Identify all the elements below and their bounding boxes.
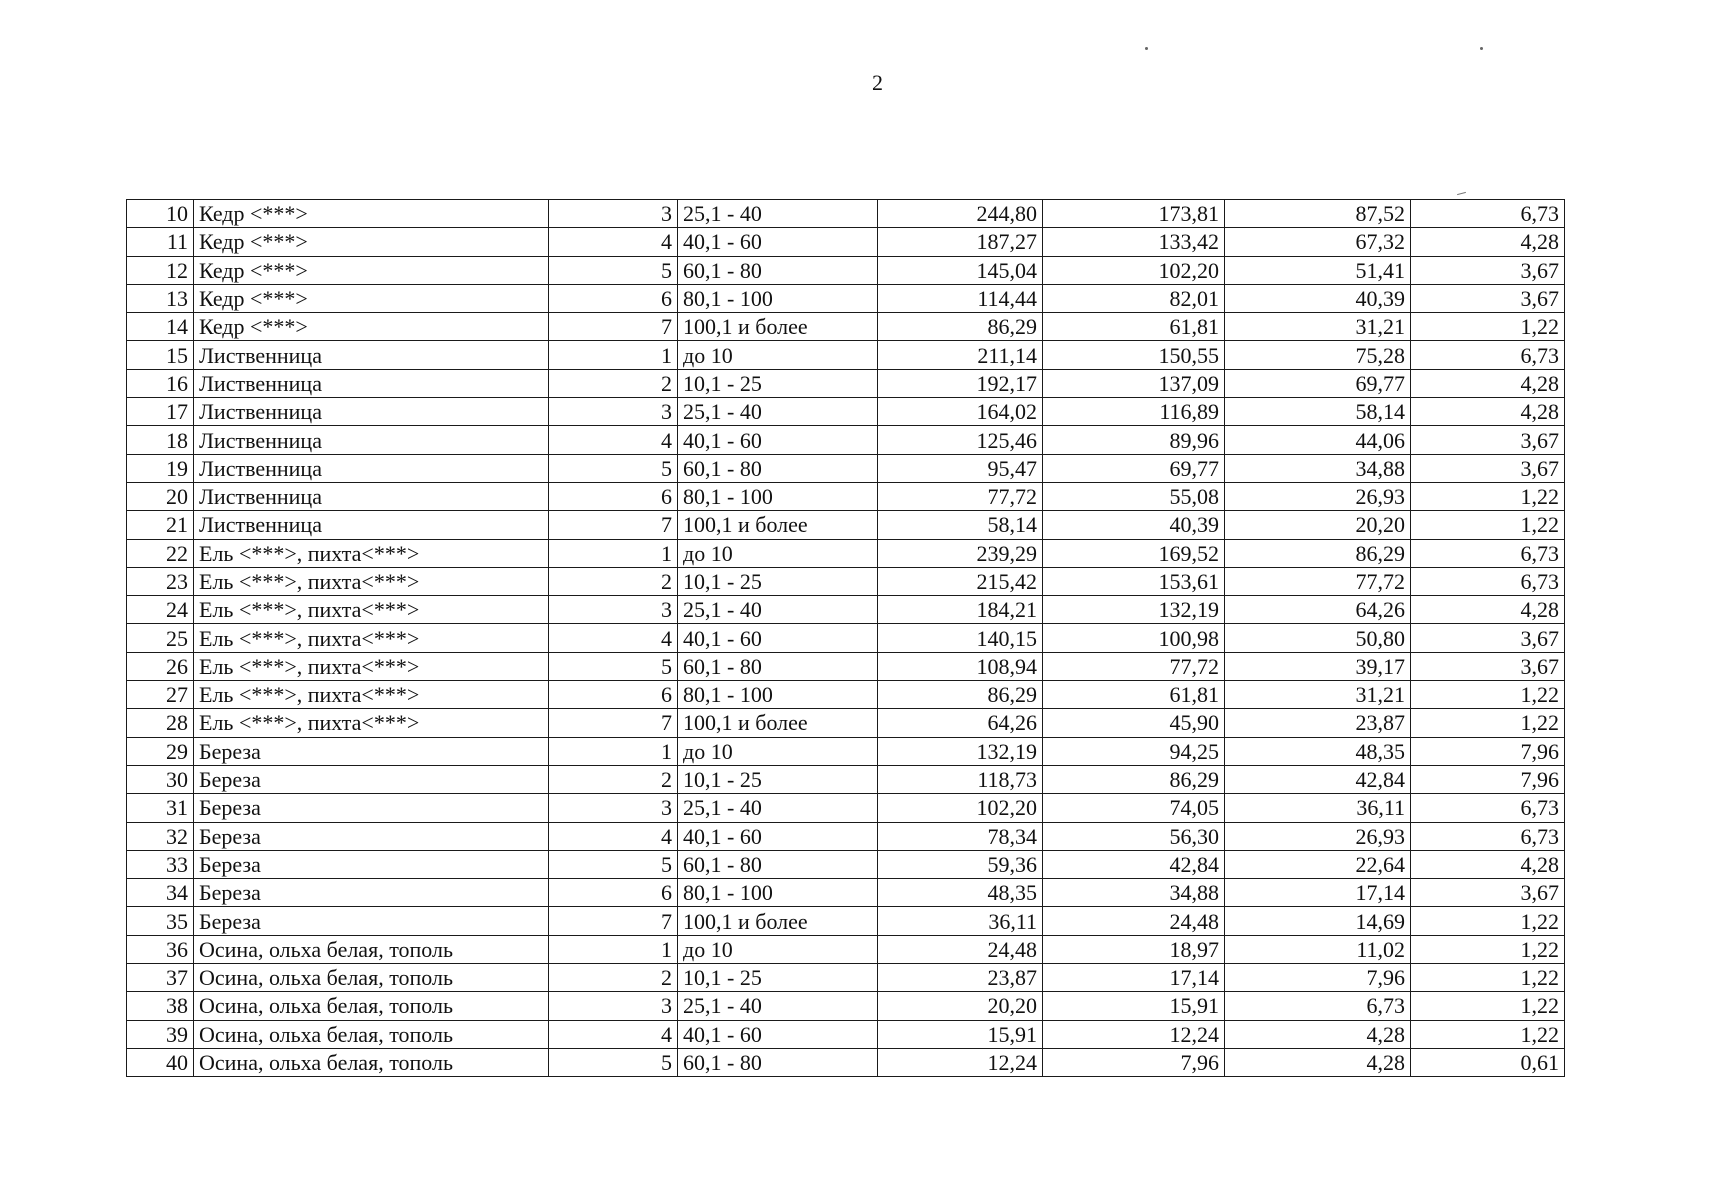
value-col-2-cell: 24,48 [1043, 907, 1225, 935]
category-cell: 7 [549, 313, 678, 341]
value-col-4-cell: 4,28 [1411, 850, 1565, 878]
value-col-2-cell: 102,20 [1043, 256, 1225, 284]
value-col-4-cell: 7,96 [1411, 737, 1565, 765]
row-number-cell: 19 [127, 454, 194, 482]
category-cell: 2 [549, 567, 678, 595]
value-col-1-cell: 114,44 [878, 284, 1043, 312]
value-col-2-cell: 15,91 [1043, 992, 1225, 1020]
diameter-range-cell: 80,1 - 100 [678, 681, 878, 709]
value-col-3-cell: 20,20 [1225, 511, 1411, 539]
value-col-1-cell: 187,27 [878, 228, 1043, 256]
row-number-cell: 14 [127, 313, 194, 341]
value-col-4-cell: 1,22 [1411, 1020, 1565, 1048]
row-number-cell: 11 [127, 228, 194, 256]
value-col-2-cell: 94,25 [1043, 737, 1225, 765]
category-cell: 4 [549, 624, 678, 652]
diameter-range-cell: 10,1 - 25 [678, 765, 878, 793]
diameter-range-cell: 60,1 - 80 [678, 850, 878, 878]
table-row [127, 341, 1565, 369]
species-cell: Береза [194, 879, 549, 907]
value-col-3-cell: 36,11 [1225, 794, 1411, 822]
value-col-2-cell: 77,72 [1043, 652, 1225, 680]
diameter-range-cell: 25,1 - 40 [678, 992, 878, 1020]
value-col-2-cell: 133,42 [1043, 228, 1225, 256]
species-cell: Осина, ольха белая, тополь [194, 935, 549, 963]
value-col-3-cell: 48,35 [1225, 737, 1411, 765]
value-col-1-cell: 86,29 [878, 313, 1043, 341]
value-col-4-cell: 1,22 [1411, 511, 1565, 539]
value-col-1-cell: 77,72 [878, 482, 1043, 510]
row-number-cell: 12 [127, 256, 194, 284]
species-cell: Кедр <***> [194, 228, 549, 256]
value-col-2-cell: 74,05 [1043, 794, 1225, 822]
scan-speck [1145, 47, 1148, 50]
diameter-range-cell: 60,1 - 80 [678, 256, 878, 284]
table-row [127, 907, 1565, 935]
row-number-cell: 23 [127, 567, 194, 595]
value-col-3-cell: 31,21 [1225, 681, 1411, 709]
row-number-cell: 40 [127, 1048, 194, 1076]
value-col-2-cell: 86,29 [1043, 765, 1225, 793]
value-col-3-cell: 75,28 [1225, 341, 1411, 369]
category-cell: 6 [549, 681, 678, 709]
value-col-2-cell: 173,81 [1043, 200, 1225, 228]
diameter-range-cell: 40,1 - 60 [678, 1020, 878, 1048]
diameter-range-cell: до 10 [678, 539, 878, 567]
row-number-cell: 34 [127, 879, 194, 907]
value-col-3-cell: 64,26 [1225, 596, 1411, 624]
species-cell: Лиственница [194, 341, 549, 369]
category-cell: 7 [549, 907, 678, 935]
value-col-1-cell: 48,35 [878, 879, 1043, 907]
value-col-1-cell: 23,87 [878, 964, 1043, 992]
value-col-1-cell: 215,42 [878, 567, 1043, 595]
value-col-1-cell: 78,34 [878, 822, 1043, 850]
category-cell: 2 [549, 964, 678, 992]
value-col-1-cell: 244,80 [878, 200, 1043, 228]
value-col-4-cell: 4,28 [1411, 596, 1565, 624]
value-col-2-cell: 150,55 [1043, 341, 1225, 369]
value-col-3-cell: 4,28 [1225, 1020, 1411, 1048]
value-col-2-cell: 137,09 [1043, 369, 1225, 397]
table-row [127, 1048, 1565, 1076]
value-col-4-cell: 1,22 [1411, 992, 1565, 1020]
value-col-4-cell: 6,73 [1411, 794, 1565, 822]
table-row [127, 765, 1565, 793]
value-col-1-cell: 132,19 [878, 737, 1043, 765]
value-col-4-cell: 6,73 [1411, 822, 1565, 850]
value-col-2-cell: 116,89 [1043, 398, 1225, 426]
value-col-4-cell: 1,22 [1411, 482, 1565, 510]
diameter-range-cell: до 10 [678, 737, 878, 765]
category-cell: 1 [549, 341, 678, 369]
scan-speck [1480, 47, 1483, 50]
table-row [127, 284, 1565, 312]
diameter-range-cell: до 10 [678, 341, 878, 369]
value-col-2-cell: 61,81 [1043, 313, 1225, 341]
value-col-1-cell: 86,29 [878, 681, 1043, 709]
value-col-2-cell: 169,52 [1043, 539, 1225, 567]
category-cell: 3 [549, 794, 678, 822]
value-col-4-cell: 1,22 [1411, 935, 1565, 963]
price-table [126, 199, 1565, 1077]
table-row [127, 482, 1565, 510]
species-cell: Береза [194, 737, 549, 765]
value-col-1-cell: 36,11 [878, 907, 1043, 935]
scan-mark [1457, 192, 1466, 195]
species-cell: Береза [194, 822, 549, 850]
category-cell: 6 [549, 482, 678, 510]
row-number-cell: 38 [127, 992, 194, 1020]
value-col-3-cell: 34,88 [1225, 454, 1411, 482]
table-row [127, 228, 1565, 256]
value-col-2-cell: 55,08 [1043, 482, 1225, 510]
value-col-3-cell: 6,73 [1225, 992, 1411, 1020]
value-col-2-cell: 42,84 [1043, 850, 1225, 878]
value-col-3-cell: 40,39 [1225, 284, 1411, 312]
value-col-1-cell: 20,20 [878, 992, 1043, 1020]
row-number-cell: 13 [127, 284, 194, 312]
value-col-4-cell: 1,22 [1411, 709, 1565, 737]
value-col-4-cell: 4,28 [1411, 398, 1565, 426]
species-cell: Кедр <***> [194, 284, 549, 312]
diameter-range-cell: 100,1 и более [678, 511, 878, 539]
value-col-1-cell: 12,24 [878, 1048, 1043, 1076]
category-cell: 6 [549, 284, 678, 312]
row-number-cell: 29 [127, 737, 194, 765]
value-col-4-cell: 1,22 [1411, 681, 1565, 709]
species-cell: Ель <***>, пихта<***> [194, 652, 549, 680]
row-number-cell: 30 [127, 765, 194, 793]
value-col-2-cell: 45,90 [1043, 709, 1225, 737]
row-number-cell: 21 [127, 511, 194, 539]
table-row [127, 879, 1565, 907]
species-cell: Береза [194, 794, 549, 822]
diameter-range-cell: 25,1 - 40 [678, 794, 878, 822]
species-cell: Лиственница [194, 454, 549, 482]
diameter-range-cell: 100,1 и более [678, 709, 878, 737]
value-col-1-cell: 108,94 [878, 652, 1043, 680]
category-cell: 4 [549, 822, 678, 850]
diameter-range-cell: 25,1 - 40 [678, 200, 878, 228]
value-col-2-cell: 18,97 [1043, 935, 1225, 963]
diameter-range-cell: 25,1 - 40 [678, 398, 878, 426]
value-col-2-cell: 56,30 [1043, 822, 1225, 850]
value-col-2-cell: 12,24 [1043, 1020, 1225, 1048]
species-cell: Ель <***>, пихта<***> [194, 596, 549, 624]
species-cell: Лиственница [194, 511, 549, 539]
category-cell: 3 [549, 992, 678, 1020]
value-col-3-cell: 42,84 [1225, 765, 1411, 793]
diameter-range-cell: 10,1 - 25 [678, 964, 878, 992]
table-row [127, 992, 1565, 1020]
row-number-cell: 20 [127, 482, 194, 510]
table-row [127, 539, 1565, 567]
category-cell: 3 [549, 200, 678, 228]
category-cell: 3 [549, 596, 678, 624]
table-row [127, 398, 1565, 426]
table-row [127, 426, 1565, 454]
table-row [127, 794, 1565, 822]
value-col-3-cell: 69,77 [1225, 369, 1411, 397]
value-col-3-cell: 86,29 [1225, 539, 1411, 567]
value-col-1-cell: 59,36 [878, 850, 1043, 878]
row-number-cell: 39 [127, 1020, 194, 1048]
value-col-3-cell: 11,02 [1225, 935, 1411, 963]
value-col-1-cell: 64,26 [878, 709, 1043, 737]
species-cell: Ель <***>, пихта<***> [194, 681, 549, 709]
row-number-cell: 35 [127, 907, 194, 935]
value-col-4-cell: 7,96 [1411, 765, 1565, 793]
table-row [127, 624, 1565, 652]
value-col-2-cell: 153,61 [1043, 567, 1225, 595]
row-number-cell: 27 [127, 681, 194, 709]
value-col-2-cell: 82,01 [1043, 284, 1225, 312]
value-col-3-cell: 51,41 [1225, 256, 1411, 284]
value-col-4-cell: 3,67 [1411, 256, 1565, 284]
row-number-cell: 37 [127, 964, 194, 992]
category-cell: 1 [549, 935, 678, 963]
species-cell: Береза [194, 765, 549, 793]
value-col-1-cell: 184,21 [878, 596, 1043, 624]
value-col-3-cell: 44,06 [1225, 426, 1411, 454]
diameter-range-cell: 40,1 - 60 [678, 426, 878, 454]
category-cell: 5 [549, 652, 678, 680]
species-cell: Береза [194, 907, 549, 935]
value-col-3-cell: 67,32 [1225, 228, 1411, 256]
value-col-4-cell: 3,67 [1411, 454, 1565, 482]
row-number-cell: 32 [127, 822, 194, 850]
value-col-4-cell: 1,22 [1411, 313, 1565, 341]
value-col-2-cell: 7,96 [1043, 1048, 1225, 1076]
table-body [127, 200, 1565, 1077]
value-col-3-cell: 50,80 [1225, 624, 1411, 652]
value-col-3-cell: 7,96 [1225, 964, 1411, 992]
value-col-3-cell: 58,14 [1225, 398, 1411, 426]
table-row [127, 822, 1565, 850]
category-cell: 7 [549, 709, 678, 737]
value-col-4-cell: 3,67 [1411, 879, 1565, 907]
value-col-2-cell: 17,14 [1043, 964, 1225, 992]
category-cell: 4 [549, 426, 678, 454]
category-cell: 2 [549, 765, 678, 793]
table-row [127, 709, 1565, 737]
category-cell: 2 [549, 369, 678, 397]
table-row [127, 511, 1565, 539]
row-number-cell: 26 [127, 652, 194, 680]
table-row [127, 313, 1565, 341]
species-cell: Осина, ольха белая, тополь [194, 964, 549, 992]
species-cell: Осина, ольха белая, тополь [194, 1048, 549, 1076]
value-col-4-cell: 1,22 [1411, 907, 1565, 935]
value-col-4-cell: 3,67 [1411, 284, 1565, 312]
diameter-range-cell: 80,1 - 100 [678, 284, 878, 312]
row-number-cell: 22 [127, 539, 194, 567]
table-row [127, 737, 1565, 765]
value-col-2-cell: 89,96 [1043, 426, 1225, 454]
value-col-4-cell: 6,73 [1411, 341, 1565, 369]
diameter-range-cell: 80,1 - 100 [678, 482, 878, 510]
value-col-4-cell: 0,61 [1411, 1048, 1565, 1076]
diameter-range-cell: 10,1 - 25 [678, 567, 878, 595]
value-col-4-cell: 3,67 [1411, 624, 1565, 652]
value-col-1-cell: 118,73 [878, 765, 1043, 793]
value-col-2-cell: 69,77 [1043, 454, 1225, 482]
species-cell: Ель <***>, пихта<***> [194, 624, 549, 652]
table-row [127, 935, 1565, 963]
category-cell: 4 [549, 1020, 678, 1048]
diameter-range-cell: 100,1 и более [678, 313, 878, 341]
table-row [127, 681, 1565, 709]
row-number-cell: 10 [127, 200, 194, 228]
diameter-range-cell: 40,1 - 60 [678, 228, 878, 256]
value-col-4-cell: 4,28 [1411, 228, 1565, 256]
species-cell: Лиственница [194, 426, 549, 454]
table-row [127, 850, 1565, 878]
value-col-3-cell: 14,69 [1225, 907, 1411, 935]
value-col-3-cell: 26,93 [1225, 822, 1411, 850]
value-col-4-cell: 3,67 [1411, 426, 1565, 454]
row-number-cell: 33 [127, 850, 194, 878]
value-col-3-cell: 4,28 [1225, 1048, 1411, 1076]
table-row [127, 454, 1565, 482]
value-col-3-cell: 22,64 [1225, 850, 1411, 878]
diameter-range-cell: 25,1 - 40 [678, 596, 878, 624]
category-cell: 6 [549, 879, 678, 907]
value-col-4-cell: 4,28 [1411, 369, 1565, 397]
category-cell: 5 [549, 256, 678, 284]
value-col-1-cell: 58,14 [878, 511, 1043, 539]
diameter-range-cell: 100,1 и более [678, 907, 878, 935]
value-col-2-cell: 61,81 [1043, 681, 1225, 709]
category-cell: 1 [549, 737, 678, 765]
value-col-1-cell: 95,47 [878, 454, 1043, 482]
category-cell: 4 [549, 228, 678, 256]
diameter-range-cell: 60,1 - 80 [678, 454, 878, 482]
value-col-1-cell: 125,46 [878, 426, 1043, 454]
value-col-1-cell: 239,29 [878, 539, 1043, 567]
value-col-3-cell: 17,14 [1225, 879, 1411, 907]
row-number-cell: 24 [127, 596, 194, 624]
value-col-4-cell: 1,22 [1411, 964, 1565, 992]
value-col-2-cell: 40,39 [1043, 511, 1225, 539]
value-col-1-cell: 192,17 [878, 369, 1043, 397]
value-col-4-cell: 6,73 [1411, 200, 1565, 228]
value-col-1-cell: 140,15 [878, 624, 1043, 652]
species-cell: Ель <***>, пихта<***> [194, 567, 549, 595]
species-cell: Осина, ольха белая, тополь [194, 1020, 549, 1048]
value-col-2-cell: 132,19 [1043, 596, 1225, 624]
table-row [127, 1020, 1565, 1048]
row-number-cell: 18 [127, 426, 194, 454]
species-cell: Лиственница [194, 482, 549, 510]
row-number-cell: 28 [127, 709, 194, 737]
species-cell: Лиственница [194, 398, 549, 426]
value-col-4-cell: 6,73 [1411, 567, 1565, 595]
value-col-3-cell: 87,52 [1225, 200, 1411, 228]
value-col-1-cell: 15,91 [878, 1020, 1043, 1048]
table-row [127, 200, 1565, 228]
species-cell: Кедр <***> [194, 200, 549, 228]
category-cell: 5 [549, 850, 678, 878]
value-col-2-cell: 34,88 [1043, 879, 1225, 907]
table-row [127, 596, 1565, 624]
diameter-range-cell: 60,1 - 80 [678, 652, 878, 680]
table-row [127, 964, 1565, 992]
value-col-1-cell: 102,20 [878, 794, 1043, 822]
value-col-3-cell: 39,17 [1225, 652, 1411, 680]
diameter-range-cell: 40,1 - 60 [678, 624, 878, 652]
value-col-1-cell: 24,48 [878, 935, 1043, 963]
row-number-cell: 16 [127, 369, 194, 397]
category-cell: 1 [549, 539, 678, 567]
diameter-range-cell: 10,1 - 25 [678, 369, 878, 397]
category-cell: 3 [549, 398, 678, 426]
category-cell: 5 [549, 454, 678, 482]
table-row [127, 256, 1565, 284]
row-number-cell: 17 [127, 398, 194, 426]
species-cell: Ель <***>, пихта<***> [194, 539, 549, 567]
value-col-4-cell: 3,67 [1411, 652, 1565, 680]
value-col-2-cell: 100,98 [1043, 624, 1225, 652]
species-cell: Кедр <***> [194, 313, 549, 341]
diameter-range-cell: 60,1 - 80 [678, 1048, 878, 1076]
value-col-3-cell: 26,93 [1225, 482, 1411, 510]
diameter-range-cell: 80,1 - 100 [678, 879, 878, 907]
row-number-cell: 31 [127, 794, 194, 822]
value-col-4-cell: 6,73 [1411, 539, 1565, 567]
value-col-1-cell: 211,14 [878, 341, 1043, 369]
page-number: 2 [872, 70, 883, 95]
value-col-1-cell: 145,04 [878, 256, 1043, 284]
diameter-range-cell: 40,1 - 60 [678, 822, 878, 850]
species-cell: Береза [194, 850, 549, 878]
value-col-3-cell: 23,87 [1225, 709, 1411, 737]
table-row [127, 652, 1565, 680]
value-col-3-cell: 31,21 [1225, 313, 1411, 341]
category-cell: 7 [549, 511, 678, 539]
table-row [127, 567, 1565, 595]
table-row [127, 369, 1565, 397]
diameter-range-cell: до 10 [678, 935, 878, 963]
row-number-cell: 15 [127, 341, 194, 369]
value-col-1-cell: 164,02 [878, 398, 1043, 426]
species-cell: Осина, ольха белая, тополь [194, 992, 549, 1020]
species-cell: Ель <***>, пихта<***> [194, 709, 549, 737]
species-cell: Лиственница [194, 369, 549, 397]
row-number-cell: 36 [127, 935, 194, 963]
species-cell: Кедр <***> [194, 256, 549, 284]
row-number-cell: 25 [127, 624, 194, 652]
category-cell: 5 [549, 1048, 678, 1076]
value-col-3-cell: 77,72 [1225, 567, 1411, 595]
